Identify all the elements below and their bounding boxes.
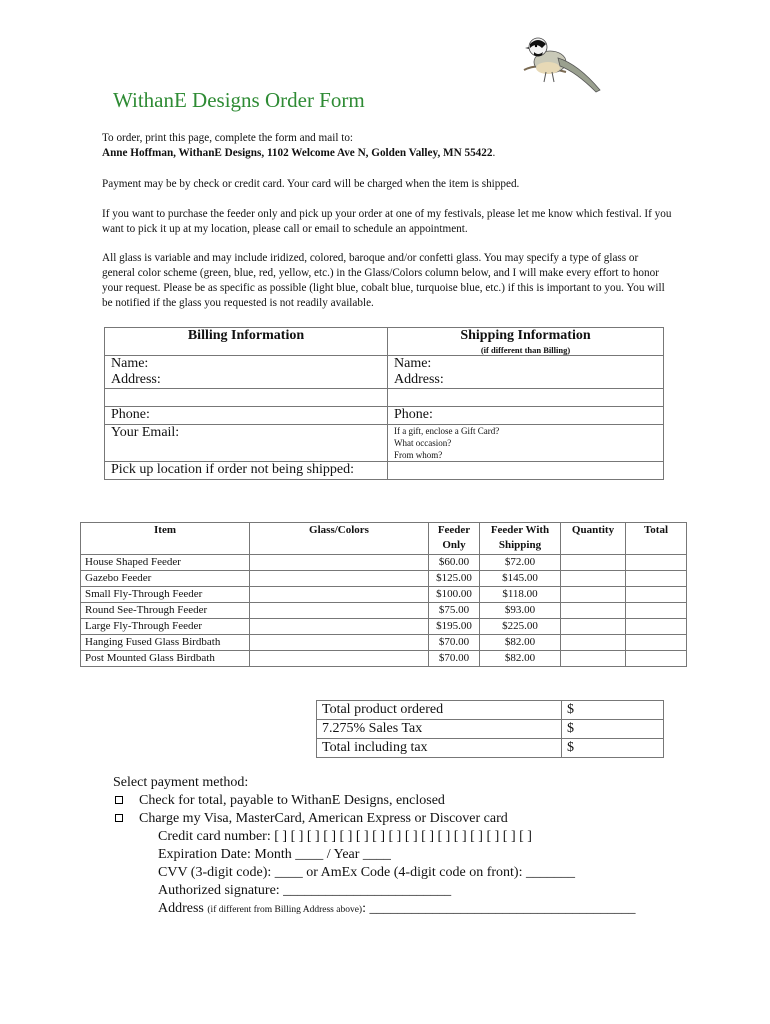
glass-colors-cell[interactable]	[250, 619, 429, 635]
quantity-cell[interactable]	[561, 635, 626, 651]
table-row	[81, 555, 687, 571]
order-items-table	[80, 522, 687, 667]
shipping-address-line[interactable]	[388, 389, 664, 407]
chickadee-illustration	[516, 30, 606, 100]
shipping-phone[interactable]: Phone:	[388, 407, 664, 425]
card-option-label: Charge my Visa, MasterCard, American Express or Discover card	[139, 811, 508, 826]
glass-colors-cell[interactable]	[250, 571, 429, 587]
glass-colors-cell[interactable]	[250, 587, 429, 603]
totals-table	[316, 700, 664, 758]
billing-address-line[interactable]	[105, 389, 388, 407]
billing-shipping-table	[104, 327, 664, 480]
mailing-address-end: .	[492, 147, 496, 159]
feeder-shipping-price: $82.00	[480, 635, 561, 651]
header-feeder-only: Feeder Only	[429, 523, 480, 555]
check-option[interactable]	[113, 792, 635, 810]
quantity-cell[interactable]	[561, 651, 626, 667]
total-product-label: Total product ordered	[317, 701, 562, 720]
shipping-name-label: Name:	[394, 356, 432, 371]
table-row	[81, 619, 687, 635]
header-glass-colors: Glass/Colors	[250, 523, 429, 555]
pickup-location-field[interactable]	[388, 462, 664, 480]
feeder-only-price: $75.00	[429, 603, 480, 619]
signature-field[interactable]: Authorized signature: ________________________	[158, 883, 452, 898]
item-name: Gazebo Feeder	[81, 571, 250, 587]
total-cell[interactable]	[626, 635, 687, 651]
header-item: Item	[81, 523, 250, 555]
sales-tax-label: 7.275% Sales Tax	[317, 720, 562, 739]
total-cell[interactable]	[626, 603, 687, 619]
expiration-date-field[interactable]: Expiration Date: Month ____ / Year ____	[158, 847, 391, 862]
gift-occasion: What occasion?	[394, 438, 452, 448]
feeder-shipping-price: $82.00	[480, 651, 561, 667]
feeder-shipping-price: $93.00	[480, 603, 561, 619]
billing-name-address[interactable]	[105, 356, 388, 389]
total-with-tax-value[interactable]: $	[562, 739, 664, 758]
table-row	[81, 635, 687, 651]
quantity-cell[interactable]	[561, 603, 626, 619]
table-row	[81, 603, 687, 619]
shipping-name-address[interactable]	[388, 356, 664, 389]
total-cell[interactable]	[626, 651, 687, 667]
item-name: Hanging Fused Glass Birdbath	[81, 635, 250, 651]
payment-heading: Select payment method:	[113, 775, 249, 790]
table-row	[81, 587, 687, 603]
billing-name-label: Name:	[111, 356, 149, 371]
table-row	[81, 571, 687, 587]
feeder-only-price: $60.00	[429, 555, 480, 571]
item-name: Small Fly-Through Feeder	[81, 587, 250, 603]
total-product-value[interactable]: $	[562, 701, 664, 720]
billing-header-spacer	[105, 345, 388, 356]
header-total: Total	[626, 523, 687, 555]
glass-note: All glass is variable and may include iridized, colored, baroque and/or confetti glass. You may specify a type of glass or general color scheme (green, blue, red, yellow, etc.) in the Glass/Colors column below, and I will make every effort to honor your request. Please be as specific as possible (light blue, cobalt blue, turquoise blue, etc.) if this is important to you. You will be notified if the glass you requested is not readily available.	[102, 252, 665, 309]
header-feeder-with-shipping: Feeder With Shipping	[480, 523, 561, 555]
feeder-shipping-price: $225.00	[480, 619, 561, 635]
page-title: WithanE Designs Order Form	[113, 88, 365, 112]
feeder-shipping-price: $145.00	[480, 571, 561, 587]
item-name: Large Fly-Through Feeder	[81, 619, 250, 635]
credit-card-number-field[interactable]: Credit card number: [ ] [ ] [ ] [ ] [ ] [ ] [ ] [ ] [ ] [ ] [ ] [ ] [ ] [ ] [ ] [ ]	[158, 829, 532, 844]
shipping-subheader: (if different than Billing)	[388, 345, 664, 356]
glass-colors-cell[interactable]	[250, 603, 429, 619]
gift-from: From whom?	[394, 450, 443, 460]
header-quantity: Quantity	[561, 523, 626, 555]
intro-instructions	[102, 131, 672, 161]
alt-address-line: : ______________________________________	[362, 901, 636, 916]
feeder-only-price: $195.00	[429, 619, 480, 635]
quantity-cell[interactable]	[561, 619, 626, 635]
check-option-checkbox[interactable]	[115, 796, 123, 804]
feeder-only-price: $70.00	[429, 651, 480, 667]
quantity-cell[interactable]	[561, 571, 626, 587]
quantity-cell[interactable]	[561, 555, 626, 571]
alt-address-note: (if different from Billing Address above)	[207, 905, 363, 915]
gift-card-field[interactable]	[388, 425, 664, 462]
card-option[interactable]	[113, 810, 635, 828]
billing-phone[interactable]: Phone:	[105, 407, 388, 425]
glass-colors-cell[interactable]	[250, 635, 429, 651]
feeder-only-price: $125.00	[429, 571, 480, 587]
feeder-shipping-price: $72.00	[480, 555, 561, 571]
shipping-header: Shipping Information	[388, 328, 664, 346]
card-option-checkbox[interactable]	[115, 814, 123, 822]
check-option-label: Check for total, payable to WithanE Designs, enclosed	[139, 793, 445, 808]
total-cell[interactable]	[626, 587, 687, 603]
total-with-tax-label: Total including tax	[317, 739, 562, 758]
shipping-address-label: Address:	[394, 372, 444, 387]
feeder-only-price: $100.00	[429, 587, 480, 603]
payment-note: Payment may be by check or credit card. Your card will be charged when the item is shipped.	[102, 178, 520, 190]
feeder-shipping-price: $118.00	[480, 587, 561, 603]
quantity-cell[interactable]	[561, 587, 626, 603]
gift-question: If a gift, enclose a Gift Card?	[394, 426, 500, 436]
billing-address-label: Address:	[111, 372, 161, 387]
item-name: Round See-Through Feeder	[81, 603, 250, 619]
alt-address-field[interactable]	[113, 900, 635, 919]
alt-address-label: Address	[158, 901, 204, 916]
sales-tax-value[interactable]: $	[562, 720, 664, 739]
table-row	[81, 651, 687, 667]
total-cell[interactable]	[626, 571, 687, 587]
glass-colors-cell[interactable]	[250, 651, 429, 667]
feeder-only-price: $70.00	[429, 635, 480, 651]
glass-colors-cell[interactable]	[250, 555, 429, 571]
total-cell[interactable]	[626, 619, 687, 635]
payment-section	[113, 774, 635, 919]
mailing-address: Anne Hoffman, WithanE Designs, 1102 Welcome Ave N, Golden Valley, MN 55422	[102, 147, 493, 159]
billing-email[interactable]: Your Email:	[105, 425, 388, 462]
pickup-note: If you want to purchase the feeder only and pick up your order at one of my festivals, please let me know which festival. If you want to pick it up at my location, please call or email to schedule an appointment.	[102, 208, 672, 235]
intro-line: To order, print this page, complete the form and mail to:	[102, 132, 354, 144]
pickup-location-label: Pick up location if order not being shipped:	[105, 462, 388, 480]
cvv-field[interactable]: CVV (3-digit code): ____ or AmEx Code (4-digit code on front): _______	[158, 865, 575, 880]
total-cell[interactable]	[626, 555, 687, 571]
billing-header: Billing Information	[105, 328, 388, 346]
item-name: Post Mounted Glass Birdbath	[81, 651, 250, 667]
item-name: House Shaped Feeder	[81, 555, 250, 571]
